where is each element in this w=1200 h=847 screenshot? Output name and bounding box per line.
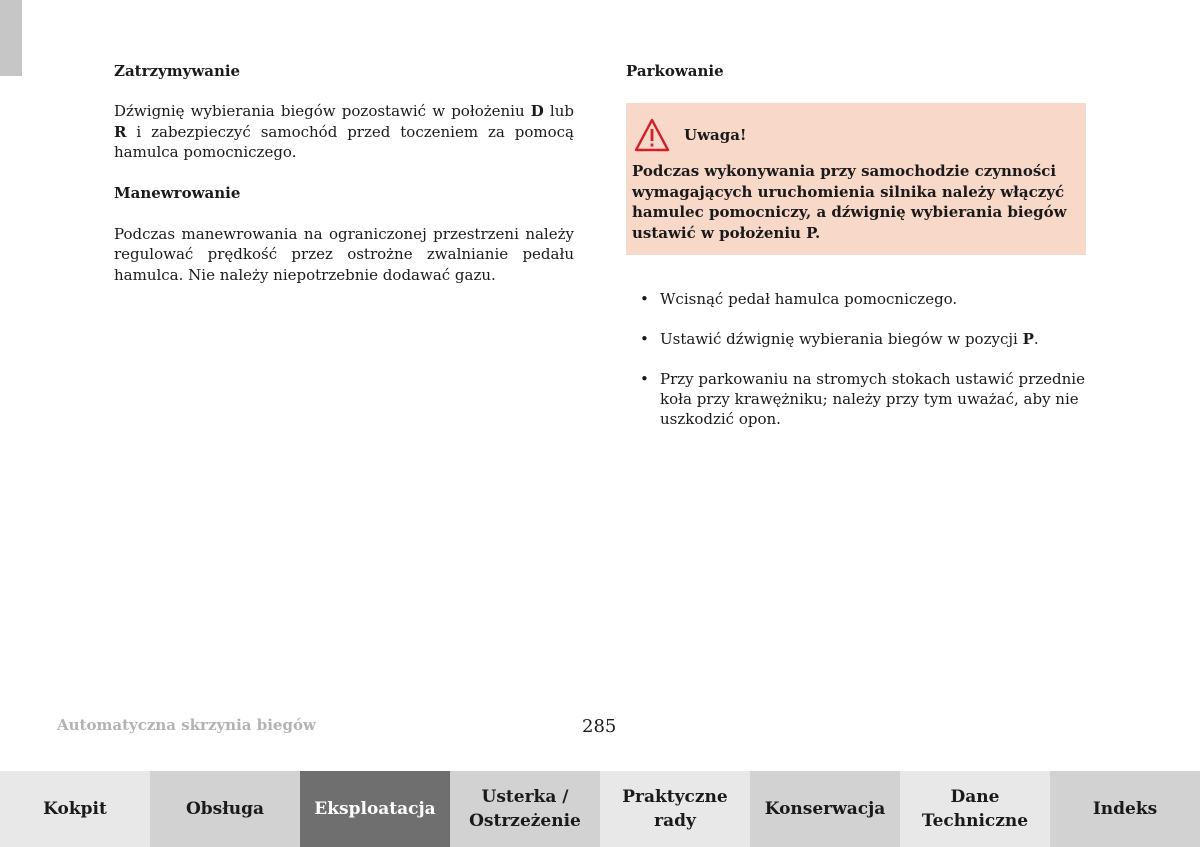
bullet-icon: • bbox=[640, 370, 649, 388]
paragraph-text: Dźwignię wybierania biegów pozostawić w położeniu bbox=[114, 102, 531, 120]
bullet-icon: • bbox=[640, 290, 649, 308]
list-item-text: Przy parkowaniu na stromych stokach ustawić przednie koła przy krawężniku; należy przy tym uważać, aby nie uszkodzić opon. bbox=[660, 370, 1085, 428]
paragraph-text: lub bbox=[543, 102, 574, 120]
nav-tab-kokpit[interactable]: Kokpit bbox=[0, 771, 150, 847]
warning-triangle-icon bbox=[634, 117, 670, 153]
paragraph-zatrzymywanie bbox=[114, 101, 574, 163]
list-item-text: Wcisnąć pedał hamulca pomocniczego. bbox=[660, 290, 958, 308]
list-item bbox=[626, 289, 1086, 309]
warning-header bbox=[632, 115, 1080, 155]
section-heading-zatrzymywanie: Zatrzymywanie bbox=[114, 62, 241, 80]
nav-tab-obsluga[interactable]: Obsługa bbox=[150, 771, 300, 847]
chapter-nav-bar bbox=[0, 771, 1200, 847]
warning-text: Podczas wykonywania przy samochodzie czynności wymagających uruchomienia silnika należy włączyć hamulec pomocniczy, a dźwignię wybierania biegów ustawić w położeniu P. bbox=[632, 162, 1067, 242]
paragraph-text: i zabezpieczyć samochód przed toczeniem za pomocą hamulca pomocniczego. bbox=[114, 122, 574, 161]
nav-tab-dane-techniczne[interactable]: Dane Techniczne bbox=[900, 771, 1050, 847]
bullet-list bbox=[626, 289, 1086, 429]
nav-tab-konserwacja[interactable]: Konserwacja bbox=[750, 771, 900, 847]
warning-box bbox=[626, 103, 1086, 255]
bullet-icon: • bbox=[640, 330, 649, 348]
section-heading-manewrowanie: Manewrowanie bbox=[114, 183, 241, 202]
gear-position-d: D bbox=[530, 102, 544, 120]
nav-tab-eksploatacja[interactable]: Eksploatacja bbox=[300, 771, 450, 847]
list-item bbox=[626, 329, 1086, 349]
footer-section-label: Automatyczna skrzynia biegów bbox=[57, 716, 316, 734]
section-heading-parkowanie: Parkowanie bbox=[626, 62, 724, 80]
list-item-text: . bbox=[1033, 330, 1039, 348]
gear-position-r: R bbox=[114, 122, 127, 141]
right-column bbox=[626, 61, 1086, 449]
nav-tab-indeks[interactable]: Indeks bbox=[1050, 771, 1200, 847]
nav-tab-usterka-ostrzezenie[interactable]: Usterka / Ostrzeżenie bbox=[450, 771, 600, 847]
paragraph-manewrowanie: Podczas manewrowania na ograniczonej przestrzeni należy regulować prędkość przez ostrożne zwalnianie pedału hamulca. Nie należy niepotrzebnie dodawać gazu. bbox=[114, 224, 574, 284]
corner-tab-marker bbox=[0, 0, 22, 76]
left-column bbox=[114, 61, 574, 285]
page-number: 285 bbox=[582, 716, 617, 737]
warning-title: Uwaga! bbox=[684, 126, 747, 144]
list-item-text: Ustawić dźwignię wybierania biegów w pozycji bbox=[660, 330, 1023, 348]
nav-tab-praktyczne-rady[interactable]: Praktyczne rady bbox=[600, 771, 750, 847]
list-item bbox=[626, 369, 1086, 429]
gear-position-p: P bbox=[1022, 330, 1034, 348]
